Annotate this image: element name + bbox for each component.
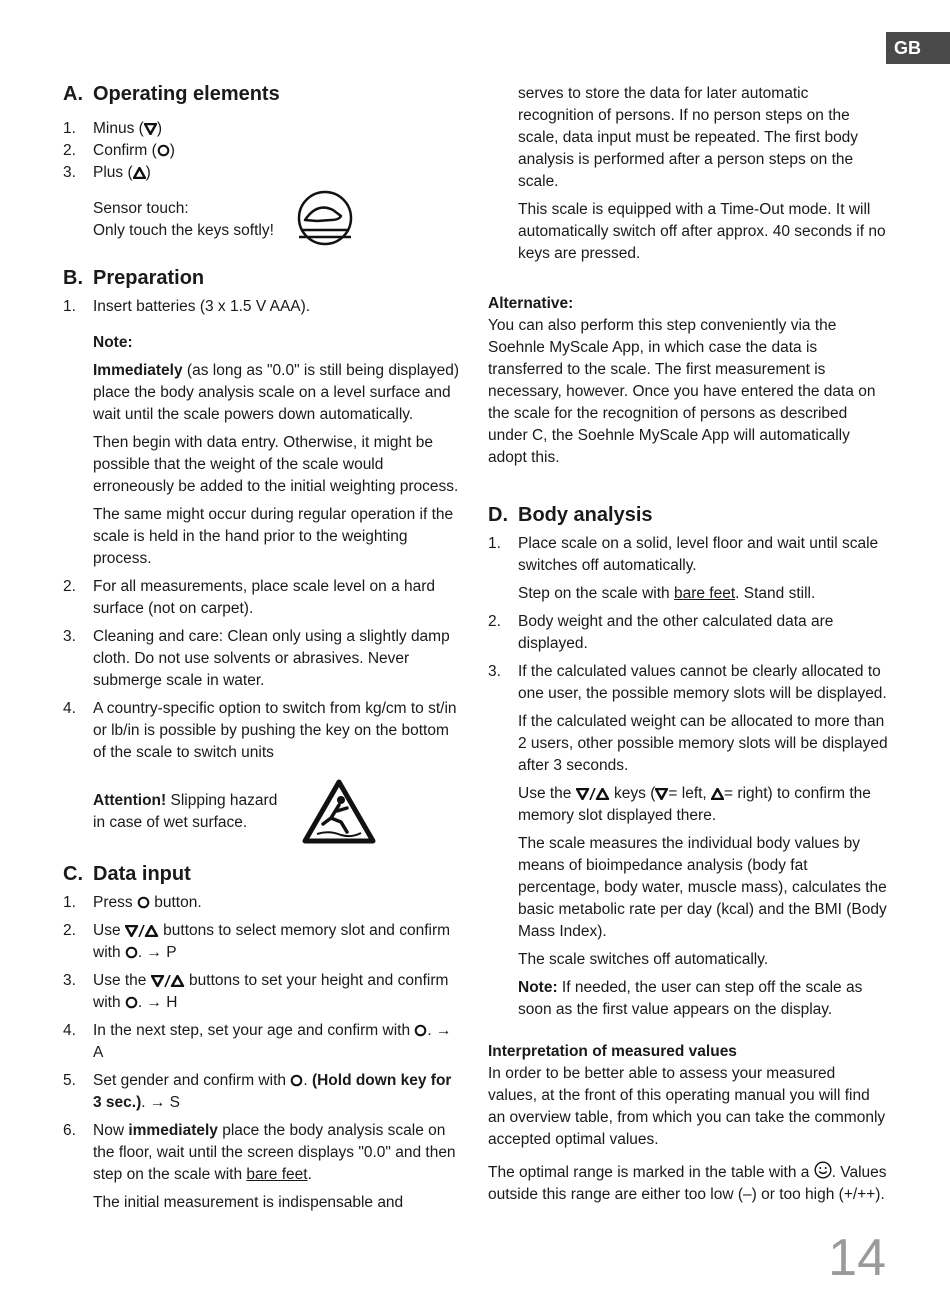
soft-touch-icon [295,190,355,250]
list-item: 3. Cleaning and care: Clean only using a slightly damp cloth. Do not use solvents or abrasives. Never submerge scale in water. [63,628,450,689]
paragraph: The scale measures the individual body values by means of bioimpedance analysis (body fat percentage, body water, muscle mass), calculates the basic metabolic rate per day (kcal) and the BMI (Body Mass Index). [518,835,887,940]
note-paragraph: The same might occur during regular operation if the scale is held in the hand prior to the weighting process. [93,506,454,567]
section-title: Data input [93,863,191,885]
paragraph: The scale switches off automatically. [518,951,769,968]
list-item: 6. Now immediately place the body analysis scale on the floor, wait until the screen displays "0.0" and then step on the scale with bare feet. [63,1122,456,1183]
list-item: 4. In the next step, set your age and confirm with . → A [63,1022,452,1061]
minus-key-icon [655,788,668,800]
list-item: 2. Confirm ( ) [63,142,175,159]
section-title: Body analysis [518,504,653,526]
left-column [63,80,463,1214]
sensor-line-1: Sensor touch: [93,200,189,217]
page-number: 14 [828,1229,886,1287]
confirm-key-icon [414,1024,427,1037]
note-paragraph: Then begin with data entry. Otherwise, it might be possible that the weight of the scale would erroneously be added to the initial weighting process. [93,434,459,495]
minus-key-icon [144,123,157,135]
section-c-heading [63,860,463,888]
section-letter: A. [63,83,83,105]
note-paragraph: Immediately (as long as "0.0" is still being displayed) place the body analysis scale on a level surface and wait until the scale powers down automatically. [93,362,459,423]
list-item: 2. Use buttons to select memory slot and confirm with . → P [63,922,451,961]
slipping-hazard-icon [301,778,377,846]
language-tab: GB [886,32,950,64]
section-a-heading [63,80,463,108]
paragraph: Step on the scale with bare feet. Stand still. [518,585,816,602]
alternative-label: Alternative: [488,295,574,312]
list-item: 1. Insert batteries (3 x 1.5 V AAA). [63,298,311,315]
attention-label: Attention! [93,792,167,809]
minus-plus-keys-icon [576,788,610,800]
section-letter: C. [63,863,83,885]
list-item: 3. Plus ( ) [63,164,151,181]
list-item: 4. A country-specific option to switch from kg/cm to st/in or lb/in is possible by pushing the key on the bottom of the scale to switch units [63,700,457,761]
paragraph: This scale is equipped with a Time-Out mode. It will automatically switch off after approx. 40 seconds if no keys are pressed. [518,201,886,262]
paragraph: Use the keys ( = left, = right) to confirm the memory slot displayed there. [518,785,871,824]
confirm-key-icon [157,144,170,157]
right-column [488,80,888,1206]
confirm-key-icon [125,996,138,1009]
alternative-paragraph: You can also perform this step conveniently via the Soehnle MyScale App, in which case the data is transferred to the scale. The first measurement is necessary, however. Once you have entered the data on the scale for the recognition of persons as described under C, the Soehnle MyScale App will automatically adopt this. [488,317,876,466]
list-item: 2. For all measurements, place scale level on a hard surface (not on carpet). [63,578,436,617]
section-title: Preparation [93,267,205,289]
plus-key-icon [133,167,146,179]
list-item: 3. If the calculated values cannot be clearly allocated to one user, the possible memory slots will be displayed. [488,663,887,702]
paragraph: serves to store the data for later automatic recognition of persons. If no person steps on the scale, data input must be repeated. The first body analysis is performed after a person steps on the scale. [518,85,859,190]
confirm-key-icon [290,1074,303,1087]
minus-plus-keys-icon [151,975,185,987]
section-letter: D. [488,504,508,526]
section-title: Operating elements [93,83,280,105]
smiley-icon [814,1161,832,1179]
list-item: 3. Use the buttons to set your height and confirm with . → H [63,972,449,1011]
section-d-heading [488,501,888,529]
sensor-touch-note [63,190,463,250]
paragraph: Note: If needed, the user can step off the scale as soon as the first value appears on the display. [518,979,863,1018]
list-item: 2. Body weight and the other calculated data are displayed. [488,613,834,652]
interpretation-label: Interpretation of measured values [488,1043,737,1060]
confirm-key-icon [125,946,138,959]
interpretation-paragraph: In order to be better able to assess your measured values, at the front of this operating manual you will find an overview table, from which you can take the commonly accepted optimal values. [488,1065,886,1148]
list-item: 1. Press button. [63,894,202,911]
section-letter: B. [63,267,83,289]
paragraph: The initial measurement is indispensable and [93,1194,404,1211]
paragraph: If the calculated weight can be allocated to more than 2 users, other possible memory slots will be displayed after 3 seconds. [518,713,888,774]
attention-note: Attention! Slipping hazard in case of wet surface. [63,778,463,846]
note-label: Note: [93,334,133,351]
list-item: 5. Set gender and confirm with . (Hold down key for 3 sec.). → S [63,1072,452,1111]
operating-elements-list [63,118,463,184]
plus-key-icon [711,788,724,800]
minus-plus-keys-icon [125,925,159,937]
sensor-line-2: Only touch the keys softly! [93,222,274,239]
confirm-key-icon [137,896,150,909]
list-item: 1. Place scale on a solid, level floor and wait until scale switches off automatically. [488,535,879,574]
list-item: 1. Minus ( ) [63,120,162,137]
section-b-heading [63,264,463,292]
paragraph: The optimal range is marked in the table with a . Values outside this range are either too low (–) or too high (+/++). [488,1161,888,1206]
